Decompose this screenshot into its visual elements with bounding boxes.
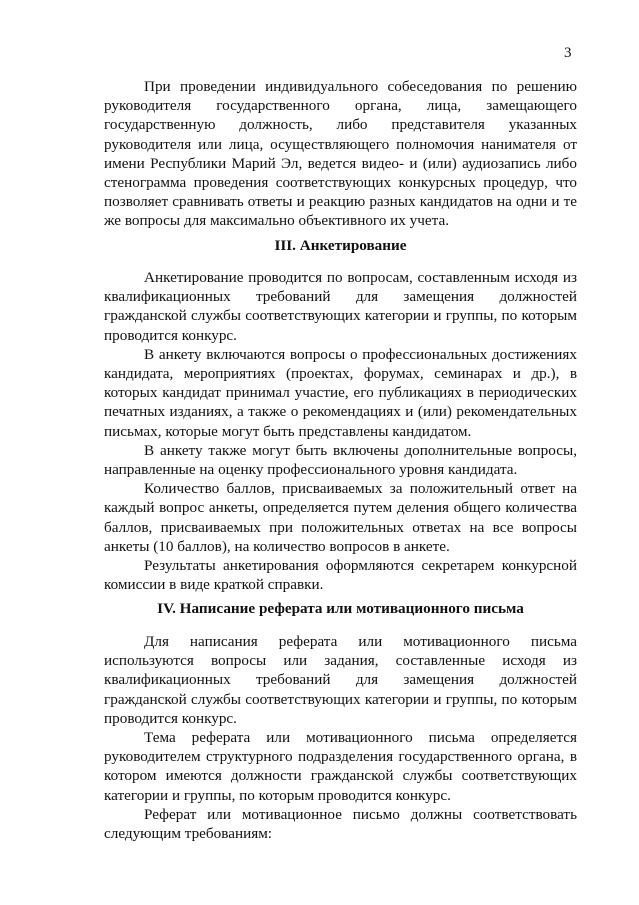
- section-3-paragraph: Количество баллов, присваиваемых за положительный ответ на каждый вопрос анкеты, определяется путем деления общего количества баллов, присваиваемых при положительных ответах на все вопросы анкеты (10 баллов), на количество вопросов в анкете.: [104, 480, 577, 555]
- section-3-paragraph: В анкету также могут быть включены дополнительные вопросы, направленные на оценку профессионального уровня кандидата.: [104, 441, 577, 479]
- intro-paragraph: При проведении индивидуального собеседования по решению руководителя государственного органа, лица, замещающего государственную должность, либо представителя указанных руководителя или лица, осуществляющего полномочия нанимателя от имени Республики Марий Эл, ведется видео- и (или) аудиозапись либо стенограмма проведения соответствующих конкурсных процедур, что позволяет сравнивать ответы и реакцию разных кандидатов на одни и те же вопросы для максимально объективного их учета.: [104, 78, 577, 230]
- section-4-paragraph: Тема реферата или мотивационного письма определяется руководителем структурного подразделения государственного органа, в котором имеются должности гражданской службы соответствующих категории и группы, по которым проводится конкурс.: [104, 729, 577, 804]
- section-3-paragraph: Результаты анкетирования оформляются секретарем конкурсной комиссии в виде краткой справки.: [104, 557, 577, 594]
- section-4-heading: IV. Написание реферата или мотивационного письма: [157, 600, 524, 617]
- section-4-body: [104, 632, 577, 843]
- section-4-paragraph: Для написания реферата или мотивационного письма используются вопросы или задания, составленные исходя из квалификационных требований для замещения должностей гражданской службы соответствующих категории и группы, по которым проводится конкурс.: [104, 633, 577, 727]
- intro-block: [104, 77, 577, 231]
- section-4-paragraph: Реферат или мотивационное письмо должны соответствовать следующим требованиям:: [104, 805, 577, 843]
- section-3-heading: III. Анкетирование: [274, 237, 407, 254]
- section-3-body: [104, 268, 577, 594]
- section-3-paragraph: В анкету включаются вопросы о профессиональных достижениях кандидата, мероприятиях (проектах, форумах, семинарах и др.), в которых кандидат принимал участие, его публикациях в периодических печатных изданиях, а также о рекомендациях и (или) рекомендательных письмах, которые могут быть представлены кандидатом.: [104, 345, 577, 440]
- page-number: 3: [564, 45, 572, 61]
- section-3-paragraph: Анкетирование проводится по вопросам, составленным исходя из квалификационных требований для замещения должностей гражданской службы соответствующих категории и группы, по которым проводится конкурс.: [104, 269, 577, 344]
